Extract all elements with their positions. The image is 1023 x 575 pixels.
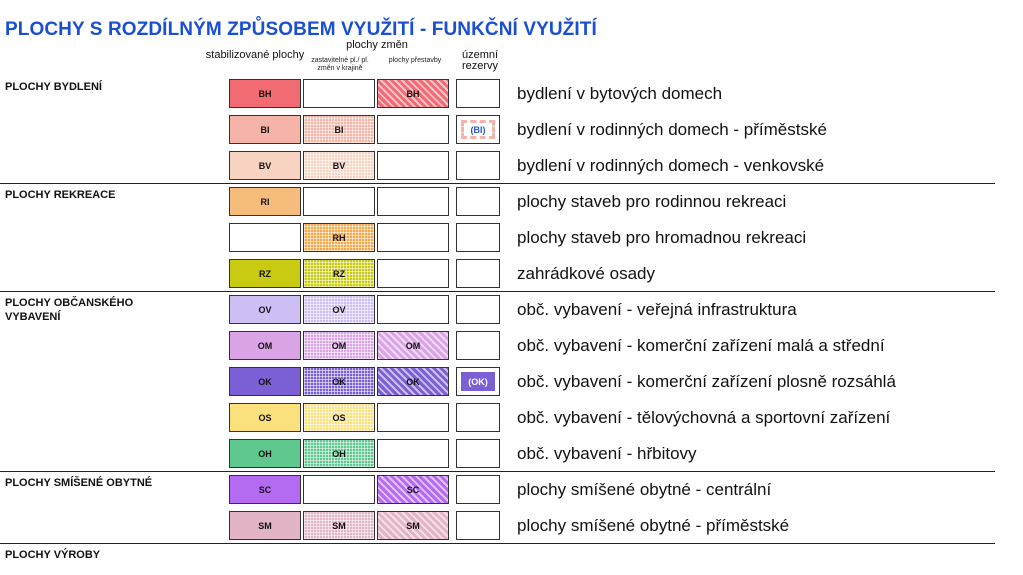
header-changes-sub-prestavby: plochy přestavby	[388, 57, 442, 64]
stabilized-swatch	[229, 187, 301, 216]
cell-code-label: OV	[332, 304, 346, 315]
group-separator	[0, 183, 995, 184]
cell-code-label: BV	[332, 160, 346, 171]
stabilized-swatch	[229, 439, 301, 468]
reserve-swatch	[456, 331, 500, 360]
cell-code-label: SC	[258, 484, 272, 495]
stabilized-swatch	[229, 151, 301, 180]
cell-code-label: OM	[331, 340, 347, 351]
stabilized-swatch	[229, 223, 301, 252]
row-description: plochy staveb pro hromadnou rekreaci	[517, 228, 807, 247]
stabilized-swatch	[229, 295, 301, 324]
row-description: obč. vybavení - veřejná infrastruktura	[517, 300, 797, 319]
cell-code-label: OS	[332, 412, 346, 423]
cell-code-label: OS	[258, 412, 272, 423]
row-description: obč. vybavení - komerční zařízení plosně rozsáhlá	[517, 372, 896, 391]
zastavitelne-swatch	[303, 475, 375, 504]
group-label: PLOCHY SMÍŠENÉ OBYTNÉ	[5, 477, 153, 489]
prestavby-swatch	[377, 295, 449, 324]
cell-code-label: SM	[406, 520, 420, 531]
zastavitelne-swatch	[303, 511, 375, 540]
cell-code-label: BH	[258, 88, 272, 99]
group-label: PLOCHY REKREACE	[5, 189, 116, 201]
group-label: PLOCHY VÝROBY	[5, 549, 101, 561]
row-description: obč. vybavení - komerční zařízení malá a střední	[517, 336, 885, 355]
reserve-swatch	[456, 403, 500, 432]
prestavby-swatch	[377, 439, 449, 468]
zastavitelne-swatch	[303, 79, 375, 108]
row-description: zahrádkové osady	[517, 264, 655, 283]
zastavitelne-swatch	[303, 259, 375, 288]
reserve-swatch	[456, 295, 500, 324]
cell-code-label: OM	[257, 340, 273, 351]
zastavitelne-swatch	[303, 367, 375, 396]
reserve-swatch	[456, 151, 500, 180]
prestavby-swatch	[377, 367, 449, 396]
header-reserves: územní rezervy	[461, 49, 499, 72]
stabilized-swatch	[229, 331, 301, 360]
stabilized-swatch	[229, 475, 301, 504]
reserve-swatch	[456, 511, 500, 540]
reserve-swatch	[456, 475, 500, 504]
header-changes-sub-zastavitelne: zastavitelné pl./ pl. změn v krajině	[311, 57, 369, 72]
reserve-swatch	[456, 115, 500, 144]
stabilized-swatch	[229, 403, 301, 432]
cell-code-label: BI	[260, 124, 270, 135]
zastavitelne-swatch	[303, 295, 375, 324]
cell-code-label: OK	[332, 376, 346, 387]
row-description: plochy smíšené obytné - centrální	[517, 480, 772, 499]
cell-code-label: OH	[332, 448, 346, 459]
row-description: plochy smíšené obytné - příměstské	[517, 516, 790, 535]
cell-code-label: OV	[258, 304, 272, 315]
zastavitelne-swatch	[303, 439, 375, 468]
group-separator	[0, 543, 995, 544]
zastavitelne-swatch	[303, 151, 375, 180]
prestavby-swatch	[377, 223, 449, 252]
cell-code-label: SC	[406, 484, 420, 495]
header-changes: plochy změn	[346, 39, 408, 51]
zastavitelne-swatch	[303, 187, 375, 216]
reserve-badge: (BI)	[461, 120, 495, 139]
prestavby-swatch	[377, 511, 449, 540]
stabilized-swatch	[229, 367, 301, 396]
prestavby-swatch	[377, 331, 449, 360]
reserve-swatch	[456, 367, 500, 396]
zastavitelne-swatch	[303, 223, 375, 252]
zastavitelne-swatch	[303, 403, 375, 432]
cell-code-label: OK	[258, 376, 272, 387]
reserve-swatch	[456, 223, 500, 252]
reserve-swatch	[456, 79, 500, 108]
cell-code-label: OK	[406, 376, 420, 387]
zastavitelne-swatch	[303, 331, 375, 360]
zastavitelne-swatch	[303, 115, 375, 144]
cell-code-label: SM	[332, 520, 346, 531]
reserve-badge: (OK)	[461, 372, 495, 391]
prestavby-swatch	[377, 187, 449, 216]
stabilized-swatch	[229, 259, 301, 288]
row-description: bydlení v bytových domech	[517, 84, 723, 103]
page-title: PLOCHY S ROZDÍLNÝM ZPŮSOBEM VYUŽITÍ - FUNKČNÍ VYUŽITÍ	[5, 19, 597, 40]
stabilized-swatch	[229, 79, 301, 108]
group-separator	[0, 291, 995, 292]
row-description: obč. vybavení - tělovýchovná a sportovní zařízení	[517, 408, 891, 427]
stabilized-swatch	[229, 511, 301, 540]
row-description: bydlení v rodinných domech - příměstské	[517, 120, 827, 139]
reserve-swatch	[456, 439, 500, 468]
prestavby-swatch	[377, 151, 449, 180]
cell-code-label: BV	[258, 160, 272, 171]
cell-code-label: SM	[258, 520, 272, 531]
cell-code-label: RI	[260, 196, 270, 207]
cell-code-label: RZ	[333, 268, 345, 279]
stabilized-swatch	[229, 115, 301, 144]
prestavby-swatch	[377, 475, 449, 504]
cell-code-label: RH	[332, 232, 346, 243]
group-separator	[0, 471, 995, 472]
cell-code-label: RZ	[259, 268, 271, 279]
reserve-swatch	[456, 187, 500, 216]
prestavby-swatch	[377, 259, 449, 288]
cell-code-label: BH	[406, 88, 420, 99]
row-description: plochy staveb pro rodinnou rekreaci	[517, 192, 787, 211]
row-description: obč. vybavení - hřbitovy	[517, 444, 697, 463]
header-stabilized: stabilizované plochy	[205, 49, 305, 61]
cell-code-label: BI	[334, 124, 344, 135]
row-description: bydlení v rodinných domech - venkovské	[517, 156, 825, 175]
group-label: PLOCHY BYDLENÍ	[5, 81, 102, 93]
cell-code-label: OM	[405, 340, 421, 351]
prestavby-swatch	[377, 115, 449, 144]
prestavby-swatch	[377, 79, 449, 108]
group-label: PLOCHY OBČANSKÉHO VYBAVENÍ	[5, 297, 134, 323]
prestavby-swatch	[377, 403, 449, 432]
cell-code-label: OH	[258, 448, 272, 459]
reserve-swatch	[456, 259, 500, 288]
